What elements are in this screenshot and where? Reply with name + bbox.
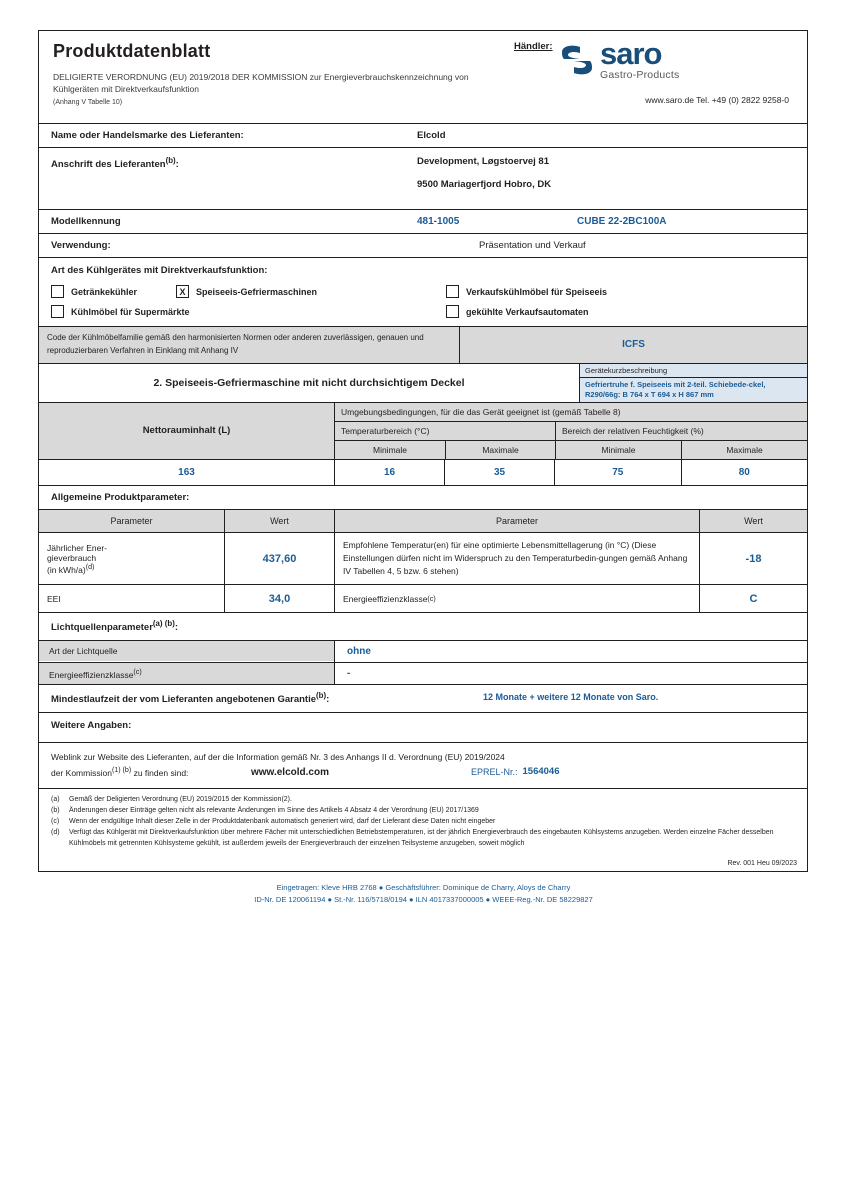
supplier-name-value: Elcold	[417, 130, 446, 141]
net-volume-value: 163	[178, 466, 195, 478]
footnote-ref-d: (d)	[85, 562, 95, 571]
section2-title: 2. Speiseeis-Gefriermaschine mit nicht durchsichtigem Deckel	[153, 376, 465, 389]
usage-label: Verwendung:	[51, 240, 111, 251]
checkbox-label: gekühlte Verkaufsautomaten	[466, 306, 589, 317]
col-parameter-right: Parameter	[334, 510, 699, 532]
eei-value: 34,0	[224, 585, 334, 612]
energy-label-line1: Jährlicher Ener-	[47, 542, 107, 553]
light-params-heading-row: Lichtquellenparameter$^{(a) (b)}$:	[39, 612, 807, 639]
checkbox-box-icon[interactable]	[51, 305, 64, 318]
recommended-temp-value: -18	[699, 533, 807, 585]
footnote-text: Gemäß der Deligierten Verordnung (EU) 2019/2015 der Kommission(2).	[69, 795, 292, 803]
saro-logo	[560, 36, 793, 82]
checkbox-box-icon[interactable]	[51, 285, 64, 298]
hum-max-label: Maximale	[681, 441, 807, 459]
checkbox-box-icon[interactable]	[446, 285, 459, 298]
checkbox-kuehlmoebel-supermaerkte[interactable]	[51, 305, 446, 318]
energy-value: 437,60	[224, 533, 334, 585]
col-parameter-left: Parameter	[110, 515, 153, 526]
revision-text: Rev. 001 Heu 09/2023	[727, 859, 797, 867]
energy-label-line3: (in kWh/a)	[47, 564, 86, 575]
appliance-type-section	[39, 257, 807, 326]
light-energy-class-value: -	[334, 663, 807, 684]
light-params-heading: Lichtquellenparameter	[51, 622, 153, 634]
checkbox-getraenkekuehler[interactable]	[51, 285, 176, 298]
supplier-website-link[interactable]: www.elcold.com	[251, 766, 329, 778]
recommended-temp-text: Empfohlene Temperatur(en) für eine optimierte Lebensmittellagerung (in °C) (Diese Einstellungen dürfen nicht im Widerspruch zu den Temperaturbedin-gungen gemäß Anhang IV Tabellen 4, 5 bzw. 6 stehen)	[334, 533, 699, 585]
eei-label: EEI	[47, 593, 61, 604]
hum-min-label: Minimale	[555, 441, 681, 459]
model-name: CUBE 22-2BC100A	[577, 216, 667, 227]
footnote-mark: (d)	[51, 829, 60, 837]
device-description-header: Gerätekurzbeschreibung	[580, 364, 807, 378]
footnote-text: Verfügt das Kühlgerät mit Direktverkaufsfunktion über mehrere Fächer mit unterschiedlichen Betriebstemperaturen, ist der jährlich Energieverbrauch des eingebauten Kühlsystems anzugeben. Werden einzelne Fächer desselben Kühlmöbels mit getrennten Kühlsysteme gekühlt, ist außerdem jeweils der Energieverbrauch der einzelnen Teilsysteme anzugeben, soweit möglich	[69, 829, 774, 847]
energy-class-label: Energieeffizienzklasse	[343, 593, 428, 604]
family-code-text: Code der Kühlmöbelfamilie gemäß den harmonisierten Normen oder anderen zuverlässigen, genauen und reproduzierbaren Verfahren in Einklang mit Anhang IV	[47, 333, 424, 355]
warranty-row: Mindestlaufzeit der vom Lieferanten angebotenen Garantie$^{(b)}$: 12 Monate + weitere 12 Monate von Saro.	[39, 684, 807, 711]
checkbox-speiseeis-gefriermaschinen[interactable]	[176, 285, 446, 298]
weblink-section: Weblink zur Website des Lieferanten, auf der die Information gemäß Nr. 3 des Anhangs II d. Verordnung (EU) 2019/2024 der Kommission$^{(1) (b)}$ zu finden sind: www.elcold.com EPREL-Nr.: 1564046	[39, 742, 807, 788]
eprel-value: 1564046	[522, 766, 560, 778]
model-row	[39, 209, 807, 233]
checkbox-verkaufsautomaten[interactable]	[446, 305, 589, 318]
energy-label-line2: gieverbrauch	[47, 552, 97, 563]
saro-contact: www.saro.de Tel. +49 (0) 2822 9258-0	[645, 95, 789, 106]
annex-reference: (Anhang V Tabelle 10)	[53, 98, 123, 106]
usage-value: Präsentation und Verkauf	[479, 240, 586, 251]
checkbox-label: Verkaufskühlmöbel für Speiseeis	[466, 286, 608, 297]
footnote-ref-c: (c)	[133, 667, 142, 676]
temp-min-label: Minimale	[372, 444, 407, 455]
page-title: Produktdatenblatt	[53, 41, 211, 61]
model-code: 481-1005	[417, 216, 460, 227]
supplier-name-label: Name oder Handelsmarke des Lieferanten:	[51, 130, 244, 141]
saro-logo-tagline: Gastro-Products	[600, 69, 680, 82]
saro-logo-mark	[560, 43, 594, 77]
checkbox-label: Speiseeis-Gefriermaschinen	[196, 286, 318, 297]
col-value-right: Wert	[699, 510, 807, 532]
checkbox-box-icon[interactable]	[446, 305, 459, 318]
saro-logo-text: saro	[600, 36, 662, 71]
supplier-address-line2: 9500 Mariagerfjord Hobro, DK	[417, 179, 552, 190]
net-volume-header	[39, 402, 807, 459]
checkbox-verkaufskuehlmoebel[interactable]	[446, 285, 607, 298]
footnote-text: Änderungen dieser Einträge gelten nicht als relevante Änderungen im Sinne des Artikels 4 Absatz 4 der Verordnung (EU) 2017/1369	[69, 807, 479, 815]
footnote-ref-c: (c)	[427, 594, 436, 603]
checkbox-label: Kühlmöbel für Supermärkte	[71, 306, 190, 317]
params-row-energy	[39, 532, 807, 585]
section2-row	[39, 363, 807, 402]
light-type-value: ohne	[334, 641, 807, 662]
family-code-row	[39, 326, 807, 363]
footnote-mark: (c)	[51, 818, 60, 826]
light-type-label: Art der Lichtquelle	[39, 641, 334, 661]
footnote-mark: (a)	[51, 795, 60, 803]
general-params-heading: Allgemeine Produktparameter:	[51, 491, 190, 503]
footnote-c	[51, 817, 795, 827]
footnote-ref-1b: (1) (b)	[111, 766, 132, 775]
warranty-value: 12 Monate + weitere 12 Monate von Saro.	[483, 692, 659, 703]
document-header	[39, 31, 807, 123]
ambient-conditions-header: Umgebungsbedingungen, für die das Gerät geeignet ist (gemäß Tabelle 8)	[335, 403, 807, 422]
hum-min-value: 75	[554, 460, 681, 485]
model-label: Modellkennung	[51, 216, 121, 227]
temp-max-label: Maximale	[445, 441, 555, 459]
device-description-body: Gefriertruhe f. Speiseeis mit 2-teil. Schiebede-ckel, R290/66g: B 764 x T 694 x H 867 mm	[580, 378, 807, 402]
checkbox-box-icon[interactable]: X	[176, 285, 189, 298]
temp-min-value: 16	[334, 460, 444, 485]
weblink-text-line2: der Kommission	[51, 768, 112, 779]
net-volume-values	[39, 459, 807, 485]
eprel-label: EPREL-Nr.:	[471, 766, 518, 777]
footnote-a	[51, 795, 795, 805]
product-datasheet	[38, 30, 808, 872]
footnote-b	[51, 806, 795, 816]
light-energy-class-label: Energieeffizienzklasse	[49, 669, 134, 680]
light-energy-class-row	[39, 662, 807, 685]
footnote-mark: (b)	[51, 807, 60, 815]
regulation-subtitle: DELIGIERTE VERORDNUNG (EU) 2019/2018 DER KOMMISSION zur Energieverbrauchskennzeichnung von Kühlgeräten mit Direktverkaufsfunktion	[53, 72, 469, 95]
supplier-address-line1: Development, Løgstoervej 81	[417, 156, 549, 167]
footnotes-section	[39, 788, 807, 858]
footer-line1: Eingetragen: Kleve HRB 2768 ● Geschäftsführer: Dominique de Charry, Aloys de Charry	[276, 882, 571, 892]
net-volume-label: Nettorauminhalt (L)	[39, 403, 334, 459]
document-footer	[38, 882, 809, 908]
supplier-address-row	[39, 147, 807, 209]
weblink-text-line1: Weblink zur Website des Lieferanten, auf der die Information gemäß Nr. 3 des Anhangs II d. Verordnung (EU) 2019/2024	[51, 751, 505, 762]
family-code-value: ICFS	[459, 327, 807, 363]
supplier-address-label: Anschrift des Lieferanten$^{(b)}$:	[51, 156, 179, 171]
usage-row	[39, 233, 807, 257]
light-type-row	[39, 640, 807, 662]
general-params-heading-row	[39, 485, 807, 509]
params-row-eei	[39, 584, 807, 612]
footer-line2: ID-Nr. DE 120061194 ● St.-Nr. 116/5718/0194 ● ILN 4017337000005 ● WEEE-Reg.-Nr. DE 58229827	[254, 895, 593, 905]
footnote-d	[51, 828, 795, 848]
col-value-left: Wert	[224, 510, 334, 532]
checkbox-label: Getränkekühler	[71, 286, 138, 297]
footnote-ref-b: (b)	[165, 156, 176, 165]
footnote-ref-ab: (a) (b)	[152, 619, 175, 629]
footnote-ref-b: (b)	[316, 691, 327, 701]
params-table-header	[39, 509, 807, 532]
more-info-row	[39, 712, 807, 742]
supplier-name-row	[39, 123, 807, 147]
temp-max-value: 35	[444, 460, 554, 485]
temp-range-header: Temperaturbereich (°C)	[341, 425, 430, 436]
hum-max-value: 80	[681, 460, 808, 485]
warranty-label: Mindestlaufzeit der vom Lieferanten angebotenen Garantie	[51, 694, 316, 706]
energy-class-value: C	[699, 585, 807, 612]
humidity-range-header: Bereich der relativen Feuchtigkeit (%)	[555, 422, 807, 440]
appliance-type-heading: Art des Kühlgerätes mit Direktverkaufsfunktion:	[51, 265, 268, 276]
dealer-label: Händler:	[514, 41, 553, 52]
more-info-label: Weitere Angaben:	[51, 719, 132, 731]
footnote-text: Wenn der endgültige Inhalt dieser Zelle in der Produktdatenbank automatisch generiert wird, darf der Lieferant diese Daten nicht eingeber	[69, 818, 496, 826]
